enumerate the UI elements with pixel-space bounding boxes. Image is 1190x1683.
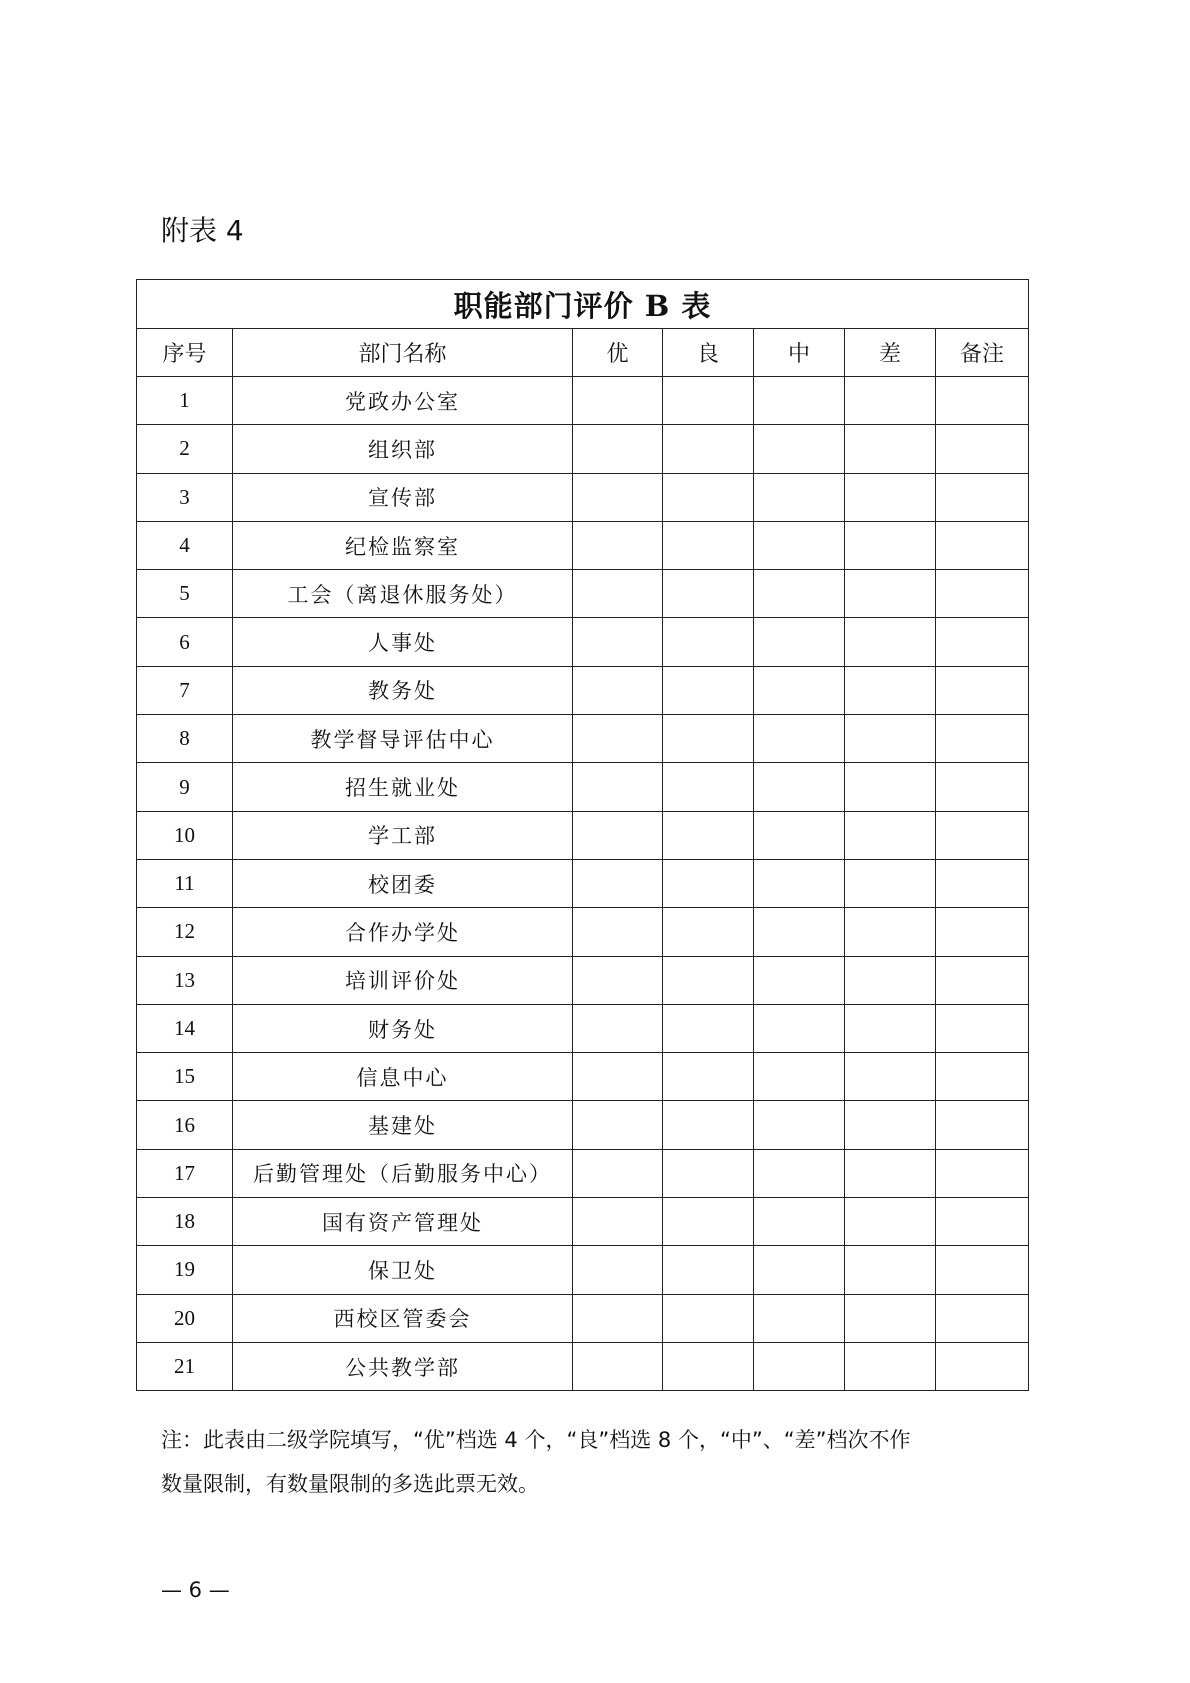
table-row	[137, 377, 1029, 425]
rating-cell-poor[interactable]	[845, 811, 936, 859]
row-seq: 9	[137, 763, 233, 811]
table-row	[137, 473, 1029, 521]
header-poor: 差	[845, 329, 936, 377]
rating-cell-good[interactable]	[663, 377, 754, 425]
rating-cell-poor[interactable]	[845, 1149, 936, 1197]
row-seq: 14	[137, 1004, 233, 1052]
row-seq: 5	[137, 570, 233, 618]
rating-cell-remarks[interactable]	[936, 666, 1029, 714]
rating-cell-good[interactable]	[663, 570, 754, 618]
rating-cell-excellent[interactable]	[573, 377, 663, 425]
rating-cell-excellent[interactable]	[573, 618, 663, 666]
rating-cell-poor[interactable]	[845, 1053, 936, 1101]
row-department-name: 组织部	[233, 425, 573, 473]
row-seq: 4	[137, 521, 233, 569]
rating-cell-poor[interactable]	[845, 666, 936, 714]
table-row	[137, 859, 1029, 907]
rating-cell-excellent[interactable]	[573, 811, 663, 859]
row-seq: 18	[137, 1198, 233, 1246]
table-row	[137, 908, 1029, 956]
note-line-2: 数量限制，有数量限制的多选此票无效。	[161, 1472, 539, 1496]
rating-cell-poor[interactable]	[845, 859, 936, 907]
rating-cell-good[interactable]	[663, 715, 754, 763]
rating-cell-remarks[interactable]	[936, 956, 1029, 1004]
rating-cell-remarks[interactable]	[936, 570, 1029, 618]
table-row	[137, 715, 1029, 763]
table-row	[137, 811, 1029, 859]
rating-cell-excellent[interactable]	[573, 1198, 663, 1246]
rating-cell-average[interactable]	[754, 811, 845, 859]
rating-cell-average[interactable]	[754, 763, 845, 811]
rating-cell-remarks[interactable]	[936, 811, 1029, 859]
row-department-name: 教务处	[233, 666, 573, 714]
rating-cell-average[interactable]	[754, 666, 845, 714]
rating-cell-poor[interactable]	[845, 1294, 936, 1342]
rating-cell-excellent[interactable]	[573, 570, 663, 618]
row-department-name: 后勤管理处（后勤服务中心）	[233, 1149, 573, 1197]
rating-cell-good[interactable]	[663, 1053, 754, 1101]
table-body	[137, 377, 1029, 1391]
rating-cell-average[interactable]	[754, 1149, 845, 1197]
rating-cell-average[interactable]	[754, 473, 845, 521]
rating-cell-good[interactable]	[663, 1294, 754, 1342]
row-department-name: 信息中心	[233, 1053, 573, 1101]
table-row	[137, 763, 1029, 811]
row-seq: 19	[137, 1246, 233, 1294]
rating-cell-good[interactable]	[663, 1246, 754, 1294]
table-row	[137, 425, 1029, 473]
rating-cell-excellent[interactable]	[573, 956, 663, 1004]
rating-cell-average[interactable]	[754, 1101, 845, 1149]
rating-cell-good[interactable]	[663, 1149, 754, 1197]
table-row	[137, 1198, 1029, 1246]
row-department-name: 公共教学部	[233, 1342, 573, 1390]
table-row	[137, 956, 1029, 1004]
rating-cell-poor[interactable]	[845, 1004, 936, 1052]
header-seq: 序号	[137, 329, 233, 377]
row-seq: 8	[137, 715, 233, 763]
row-department-name: 纪检监察室	[233, 521, 573, 569]
rating-cell-poor[interactable]	[845, 377, 936, 425]
row-department-name: 财务处	[233, 1004, 573, 1052]
rating-cell-good[interactable]	[663, 1101, 754, 1149]
rating-cell-remarks[interactable]	[936, 1053, 1029, 1101]
row-department-name: 学工部	[233, 811, 573, 859]
rating-cell-poor[interactable]	[845, 908, 936, 956]
row-department-name: 人事处	[233, 618, 573, 666]
rating-cell-average[interactable]	[754, 859, 845, 907]
row-seq: 11	[137, 859, 233, 907]
attachment-label: 附表 4	[161, 214, 244, 247]
rating-cell-remarks[interactable]	[936, 521, 1029, 569]
rating-cell-average[interactable]	[754, 956, 845, 1004]
table-title: 职能部门评价 B 表	[137, 280, 1029, 329]
row-seq: 16	[137, 1101, 233, 1149]
rating-cell-excellent[interactable]	[573, 908, 663, 956]
row-seq: 7	[137, 666, 233, 714]
row-seq: 10	[137, 811, 233, 859]
row-department-name: 校团委	[233, 859, 573, 907]
rating-cell-average[interactable]	[754, 1342, 845, 1390]
page-number: — 6 —	[161, 1578, 230, 1602]
table-row	[137, 1246, 1029, 1294]
rating-cell-remarks[interactable]	[936, 473, 1029, 521]
rating-cell-remarks[interactable]	[936, 1246, 1029, 1294]
evaluation-table-container	[136, 279, 1028, 1391]
rating-cell-poor[interactable]	[845, 715, 936, 763]
rating-cell-good[interactable]	[663, 1004, 754, 1052]
evaluation-table	[136, 279, 1029, 1391]
rating-cell-remarks[interactable]	[936, 1294, 1029, 1342]
rating-cell-excellent[interactable]	[573, 715, 663, 763]
rating-cell-average[interactable]	[754, 425, 845, 473]
rating-cell-remarks[interactable]	[936, 618, 1029, 666]
table-row	[137, 1294, 1029, 1342]
table-row	[137, 1149, 1029, 1197]
table-row	[137, 666, 1029, 714]
header-good: 良	[663, 329, 754, 377]
row-seq: 12	[137, 908, 233, 956]
row-seq: 13	[137, 956, 233, 1004]
rating-cell-poor[interactable]	[845, 570, 936, 618]
rating-cell-remarks[interactable]	[936, 763, 1029, 811]
rating-cell-remarks[interactable]	[936, 1004, 1029, 1052]
rating-cell-excellent[interactable]	[573, 1246, 663, 1294]
row-seq: 3	[137, 473, 233, 521]
rating-cell-average[interactable]	[754, 1198, 845, 1246]
row-seq: 17	[137, 1149, 233, 1197]
rating-cell-average[interactable]	[754, 1004, 845, 1052]
rating-cell-remarks[interactable]	[936, 377, 1029, 425]
table-row	[137, 1342, 1029, 1390]
rating-cell-poor[interactable]	[845, 763, 936, 811]
rating-cell-excellent[interactable]	[573, 521, 663, 569]
rating-cell-poor[interactable]	[845, 1198, 936, 1246]
rating-cell-excellent[interactable]	[573, 1004, 663, 1052]
rating-cell-good[interactable]	[663, 956, 754, 1004]
rating-cell-excellent[interactable]	[573, 763, 663, 811]
rating-cell-excellent[interactable]	[573, 1053, 663, 1101]
rating-cell-remarks[interactable]	[936, 859, 1029, 907]
table-row	[137, 570, 1029, 618]
row-department-name: 培训评价处	[233, 956, 573, 1004]
rating-cell-good[interactable]	[663, 666, 754, 714]
rating-cell-good[interactable]	[663, 859, 754, 907]
rating-cell-excellent[interactable]	[573, 473, 663, 521]
table-note	[161, 1418, 1041, 1506]
rating-cell-good[interactable]	[663, 1198, 754, 1246]
table-row	[137, 1004, 1029, 1052]
rating-cell-good[interactable]	[663, 1342, 754, 1390]
rating-cell-remarks[interactable]	[936, 425, 1029, 473]
header-department-name: 部门名称	[233, 329, 573, 377]
row-department-name: 西校区管委会	[233, 1294, 573, 1342]
rating-cell-remarks[interactable]	[936, 1342, 1029, 1390]
row-department-name: 教学督导评估中心	[233, 715, 573, 763]
rating-cell-average[interactable]	[754, 570, 845, 618]
rating-cell-remarks[interactable]	[936, 908, 1029, 956]
rating-cell-average[interactable]	[754, 618, 845, 666]
rating-cell-poor[interactable]	[845, 956, 936, 1004]
rating-cell-average[interactable]	[754, 715, 845, 763]
row-department-name: 党政办公室	[233, 377, 573, 425]
rating-cell-good[interactable]	[663, 425, 754, 473]
rating-cell-poor[interactable]	[845, 1101, 936, 1149]
rating-cell-poor[interactable]	[845, 521, 936, 569]
rating-cell-remarks[interactable]	[936, 1149, 1029, 1197]
row-seq: 20	[137, 1294, 233, 1342]
rating-cell-poor[interactable]	[845, 1342, 936, 1390]
row-department-name: 基建处	[233, 1101, 573, 1149]
rating-cell-excellent[interactable]	[573, 666, 663, 714]
row-seq: 21	[137, 1342, 233, 1390]
rating-cell-good[interactable]	[663, 763, 754, 811]
rating-cell-remarks[interactable]	[936, 1198, 1029, 1246]
row-department-name: 合作办学处	[233, 908, 573, 956]
rating-cell-remarks[interactable]	[936, 1101, 1029, 1149]
rating-cell-poor[interactable]	[845, 473, 936, 521]
table-row	[137, 1101, 1029, 1149]
header-remarks: 备注	[936, 329, 1029, 377]
row-department-name: 宣传部	[233, 473, 573, 521]
rating-cell-poor[interactable]	[845, 425, 936, 473]
row-seq: 6	[137, 618, 233, 666]
rating-cell-excellent[interactable]	[573, 1294, 663, 1342]
rating-cell-average[interactable]	[754, 1053, 845, 1101]
table-row	[137, 521, 1029, 569]
rating-cell-good[interactable]	[663, 473, 754, 521]
row-department-name: 招生就业处	[233, 763, 573, 811]
rating-cell-good[interactable]	[663, 811, 754, 859]
note-line-1: 注：此表由二级学院填写，“优”档选 4 个，“良”档选 8 个，“中”、“差”档次不作	[161, 1428, 911, 1452]
header-excellent: 优	[573, 329, 663, 377]
rating-cell-good[interactable]	[663, 908, 754, 956]
row-department-name: 保卫处	[233, 1246, 573, 1294]
rating-cell-good[interactable]	[663, 521, 754, 569]
row-seq: 15	[137, 1053, 233, 1101]
rating-cell-excellent[interactable]	[573, 859, 663, 907]
rating-cell-excellent[interactable]	[573, 425, 663, 473]
rating-cell-excellent[interactable]	[573, 1342, 663, 1390]
rating-cell-poor[interactable]	[845, 618, 936, 666]
rating-cell-average[interactable]	[754, 521, 845, 569]
rating-cell-average[interactable]	[754, 1246, 845, 1294]
header-average: 中	[754, 329, 845, 377]
row-seq: 2	[137, 425, 233, 473]
rating-cell-poor[interactable]	[845, 1246, 936, 1294]
rating-cell-average[interactable]	[754, 1294, 845, 1342]
rating-cell-excellent[interactable]	[573, 1101, 663, 1149]
row-seq: 1	[137, 377, 233, 425]
rating-cell-average[interactable]	[754, 908, 845, 956]
row-department-name: 工会（离退休服务处）	[233, 570, 573, 618]
rating-cell-average[interactable]	[754, 377, 845, 425]
table-row	[137, 1053, 1029, 1101]
rating-cell-excellent[interactable]	[573, 1149, 663, 1197]
row-department-name: 国有资产管理处	[233, 1198, 573, 1246]
table-row	[137, 618, 1029, 666]
rating-cell-remarks[interactable]	[936, 715, 1029, 763]
rating-cell-good[interactable]	[663, 618, 754, 666]
